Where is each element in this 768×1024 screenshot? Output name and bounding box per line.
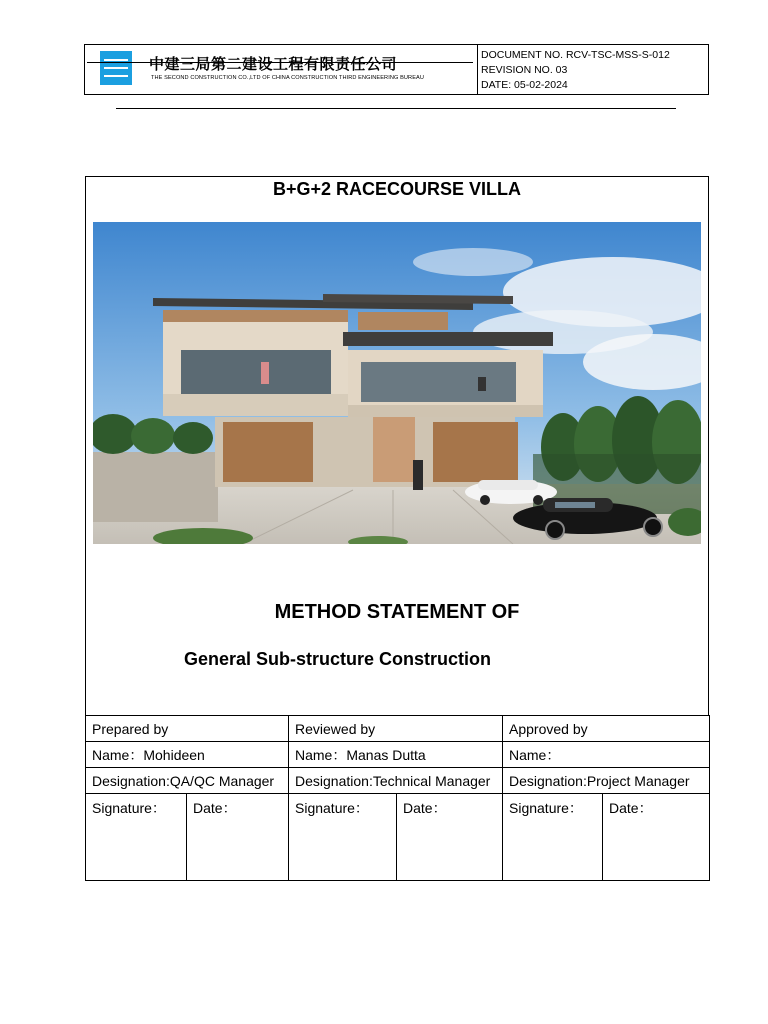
table-row — [86, 768, 710, 794]
approved-by-heading: Approved by — [503, 716, 710, 742]
approved-by-name: Name： — [503, 742, 710, 768]
method-statement-title: METHOD STATEMENT OF — [274, 601, 520, 623]
document-number: DOCUMENT NO. RCV-TSC-MSS-S-012 — [481, 49, 670, 61]
table-row — [86, 794, 710, 881]
header-divider — [116, 108, 676, 109]
approved-signature-field[interactable]: Signature： — [503, 794, 603, 881]
prepared-by-heading: Prepared by — [86, 716, 289, 742]
prepared-by-name: Name：Mohideen — [86, 742, 289, 768]
company-logo-block — [85, 45, 478, 94]
prepared-by-designation: Designation:QA/QC Manager — [86, 768, 289, 794]
approval-table — [85, 715, 710, 881]
villa-rendering-svg — [93, 222, 701, 544]
table-row — [86, 716, 710, 742]
document-info — [481, 48, 670, 93]
company-name-cn: 中建三局第二建设工程有限责任公司 — [149, 55, 398, 73]
project-title: B+G+2 RACECOURSE VILLA — [272, 179, 522, 199]
approved-date-field[interactable]: Date： — [603, 794, 710, 881]
document-header — [84, 44, 709, 95]
prepared-date-field[interactable]: Date： — [187, 794, 289, 881]
reviewed-signature-field[interactable]: Signature： — [289, 794, 397, 881]
document-date: DATE: 05-02-2024 — [481, 79, 568, 91]
cover-frame — [85, 176, 709, 716]
company-logo-icon — [100, 51, 132, 85]
reviewed-by-designation: Designation:Technical Manager — [289, 768, 503, 794]
method-statement-subject: General Sub-structure Construction — [184, 649, 492, 669]
reviewed-by-heading: Reviewed by — [289, 716, 503, 742]
revision-number: REVISION NO. 03 — [481, 64, 568, 76]
reviewed-by-name: Name：Manas Dutta — [289, 742, 503, 768]
company-name-en: THE SECOND CONSTRUCTION CO.,LTD OF CHINA CONSTRUCTION THIRD ENGINEERING BUREAU — [151, 75, 424, 81]
villa-rendering-image — [93, 222, 701, 544]
reviewed-date-field[interactable]: Date： — [397, 794, 503, 881]
table-row — [86, 742, 710, 768]
prepared-signature-field[interactable]: Signature： — [86, 794, 187, 881]
approved-by-designation: Designation:Project Manager — [503, 768, 710, 794]
